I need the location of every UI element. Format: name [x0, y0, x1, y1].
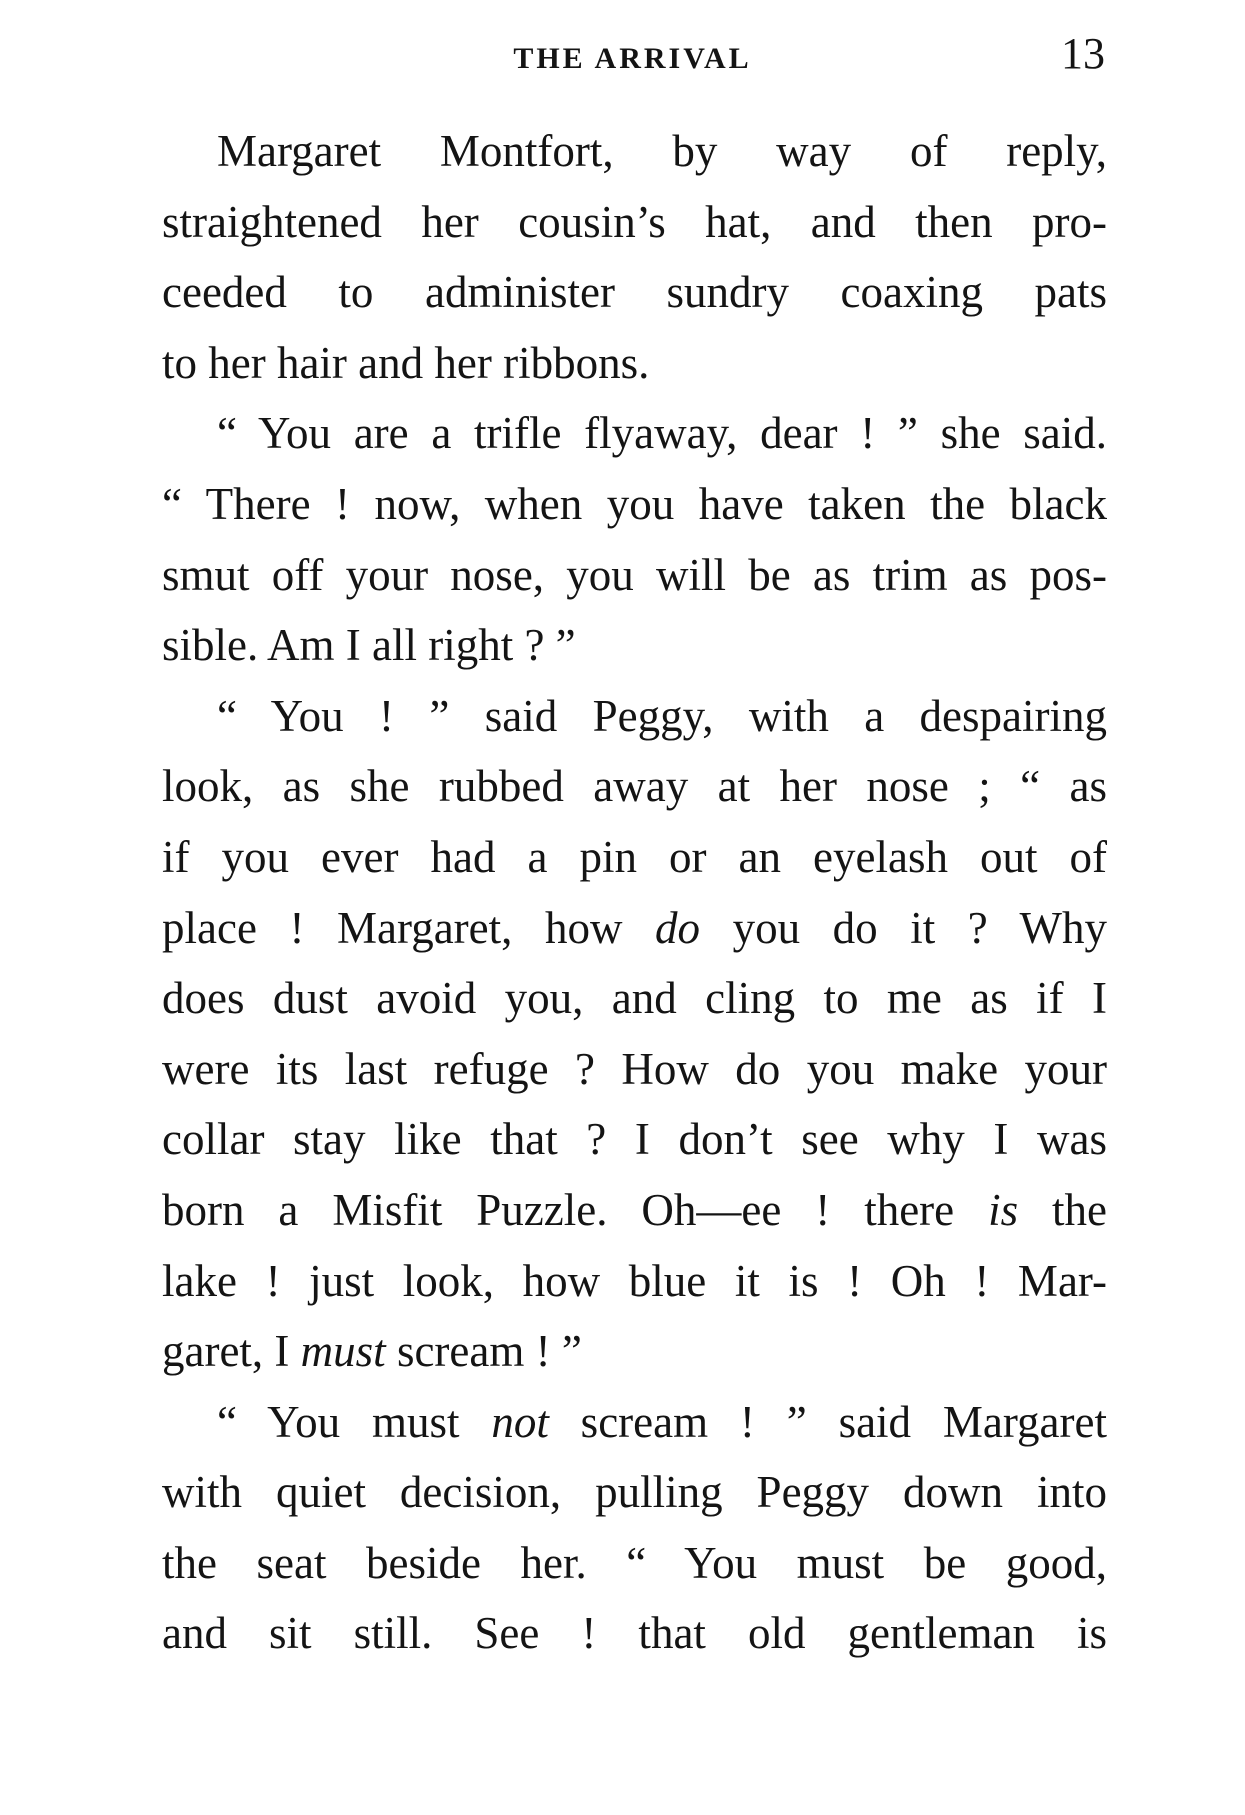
text-line: “ There ! now, when you have taken the black: [162, 478, 1107, 529]
paragraph: [162, 681, 1107, 1387]
text-line: Margaret Montfort, by way of reply,: [217, 126, 1107, 176]
page-number: 13: [1061, 29, 1105, 78]
text-line: “ You ! ” said Peggy, with a despairing: [217, 690, 1107, 741]
text-line: with quiet decision, pulling Peggy down into: [162, 1467, 1107, 1518]
body-text: [162, 116, 1107, 1669]
emphasis: do: [655, 902, 701, 953]
running-head: THE ARRIVAL: [513, 42, 752, 75]
text-line: smut off your nose, you will be as trim as pos-: [162, 549, 1107, 600]
text-line: if you ever had a pin or an eyelash out of: [162, 831, 1107, 882]
text-line: does dust avoid you, and cling to me as if I: [162, 973, 1107, 1024]
paragraph: [162, 1387, 1107, 1669]
text-line: were its last refuge ? How do you make your: [162, 1043, 1107, 1094]
paragraph: [162, 116, 1107, 398]
text-line: “ You are a trifle flyaway, dear ! ” she said.: [217, 408, 1107, 459]
text-line: collar stay like that ? I don’t see why I was: [162, 1114, 1107, 1165]
text-line: place ! Margaret, how do you do it ? Why: [162, 902, 1108, 953]
paragraph: [162, 398, 1107, 680]
text-line: born a Misfit Puzzle. Oh—ee ! there is the: [162, 1184, 1107, 1235]
emphasis: must: [300, 1326, 386, 1377]
text-line: “ You must not scream ! ” said Margaret: [217, 1396, 1107, 1447]
emphasis: is: [988, 1184, 1019, 1235]
text-line: to her hair and her ribbons.: [162, 337, 650, 388]
text-line: ceeded to administer sundry coaxing pats: [162, 267, 1107, 318]
text-line: sible. Am I all right ? ”: [162, 620, 576, 671]
text-line: straightened her cousin’s hat, and then pro-: [162, 196, 1107, 247]
text-line: lake ! just look, how blue it is ! Oh ! Mar-: [162, 1255, 1107, 1306]
text-line: garet, I must scream ! ”: [162, 1326, 582, 1377]
text-line: the seat beside her. “ You must be good,: [162, 1537, 1107, 1588]
page-header: [160, 28, 1105, 88]
text-line: and sit still. See ! that old gentleman is: [162, 1608, 1107, 1659]
emphasis: not: [491, 1396, 549, 1447]
text-line: look, as she rubbed away at her nose ; “ as: [162, 761, 1107, 812]
